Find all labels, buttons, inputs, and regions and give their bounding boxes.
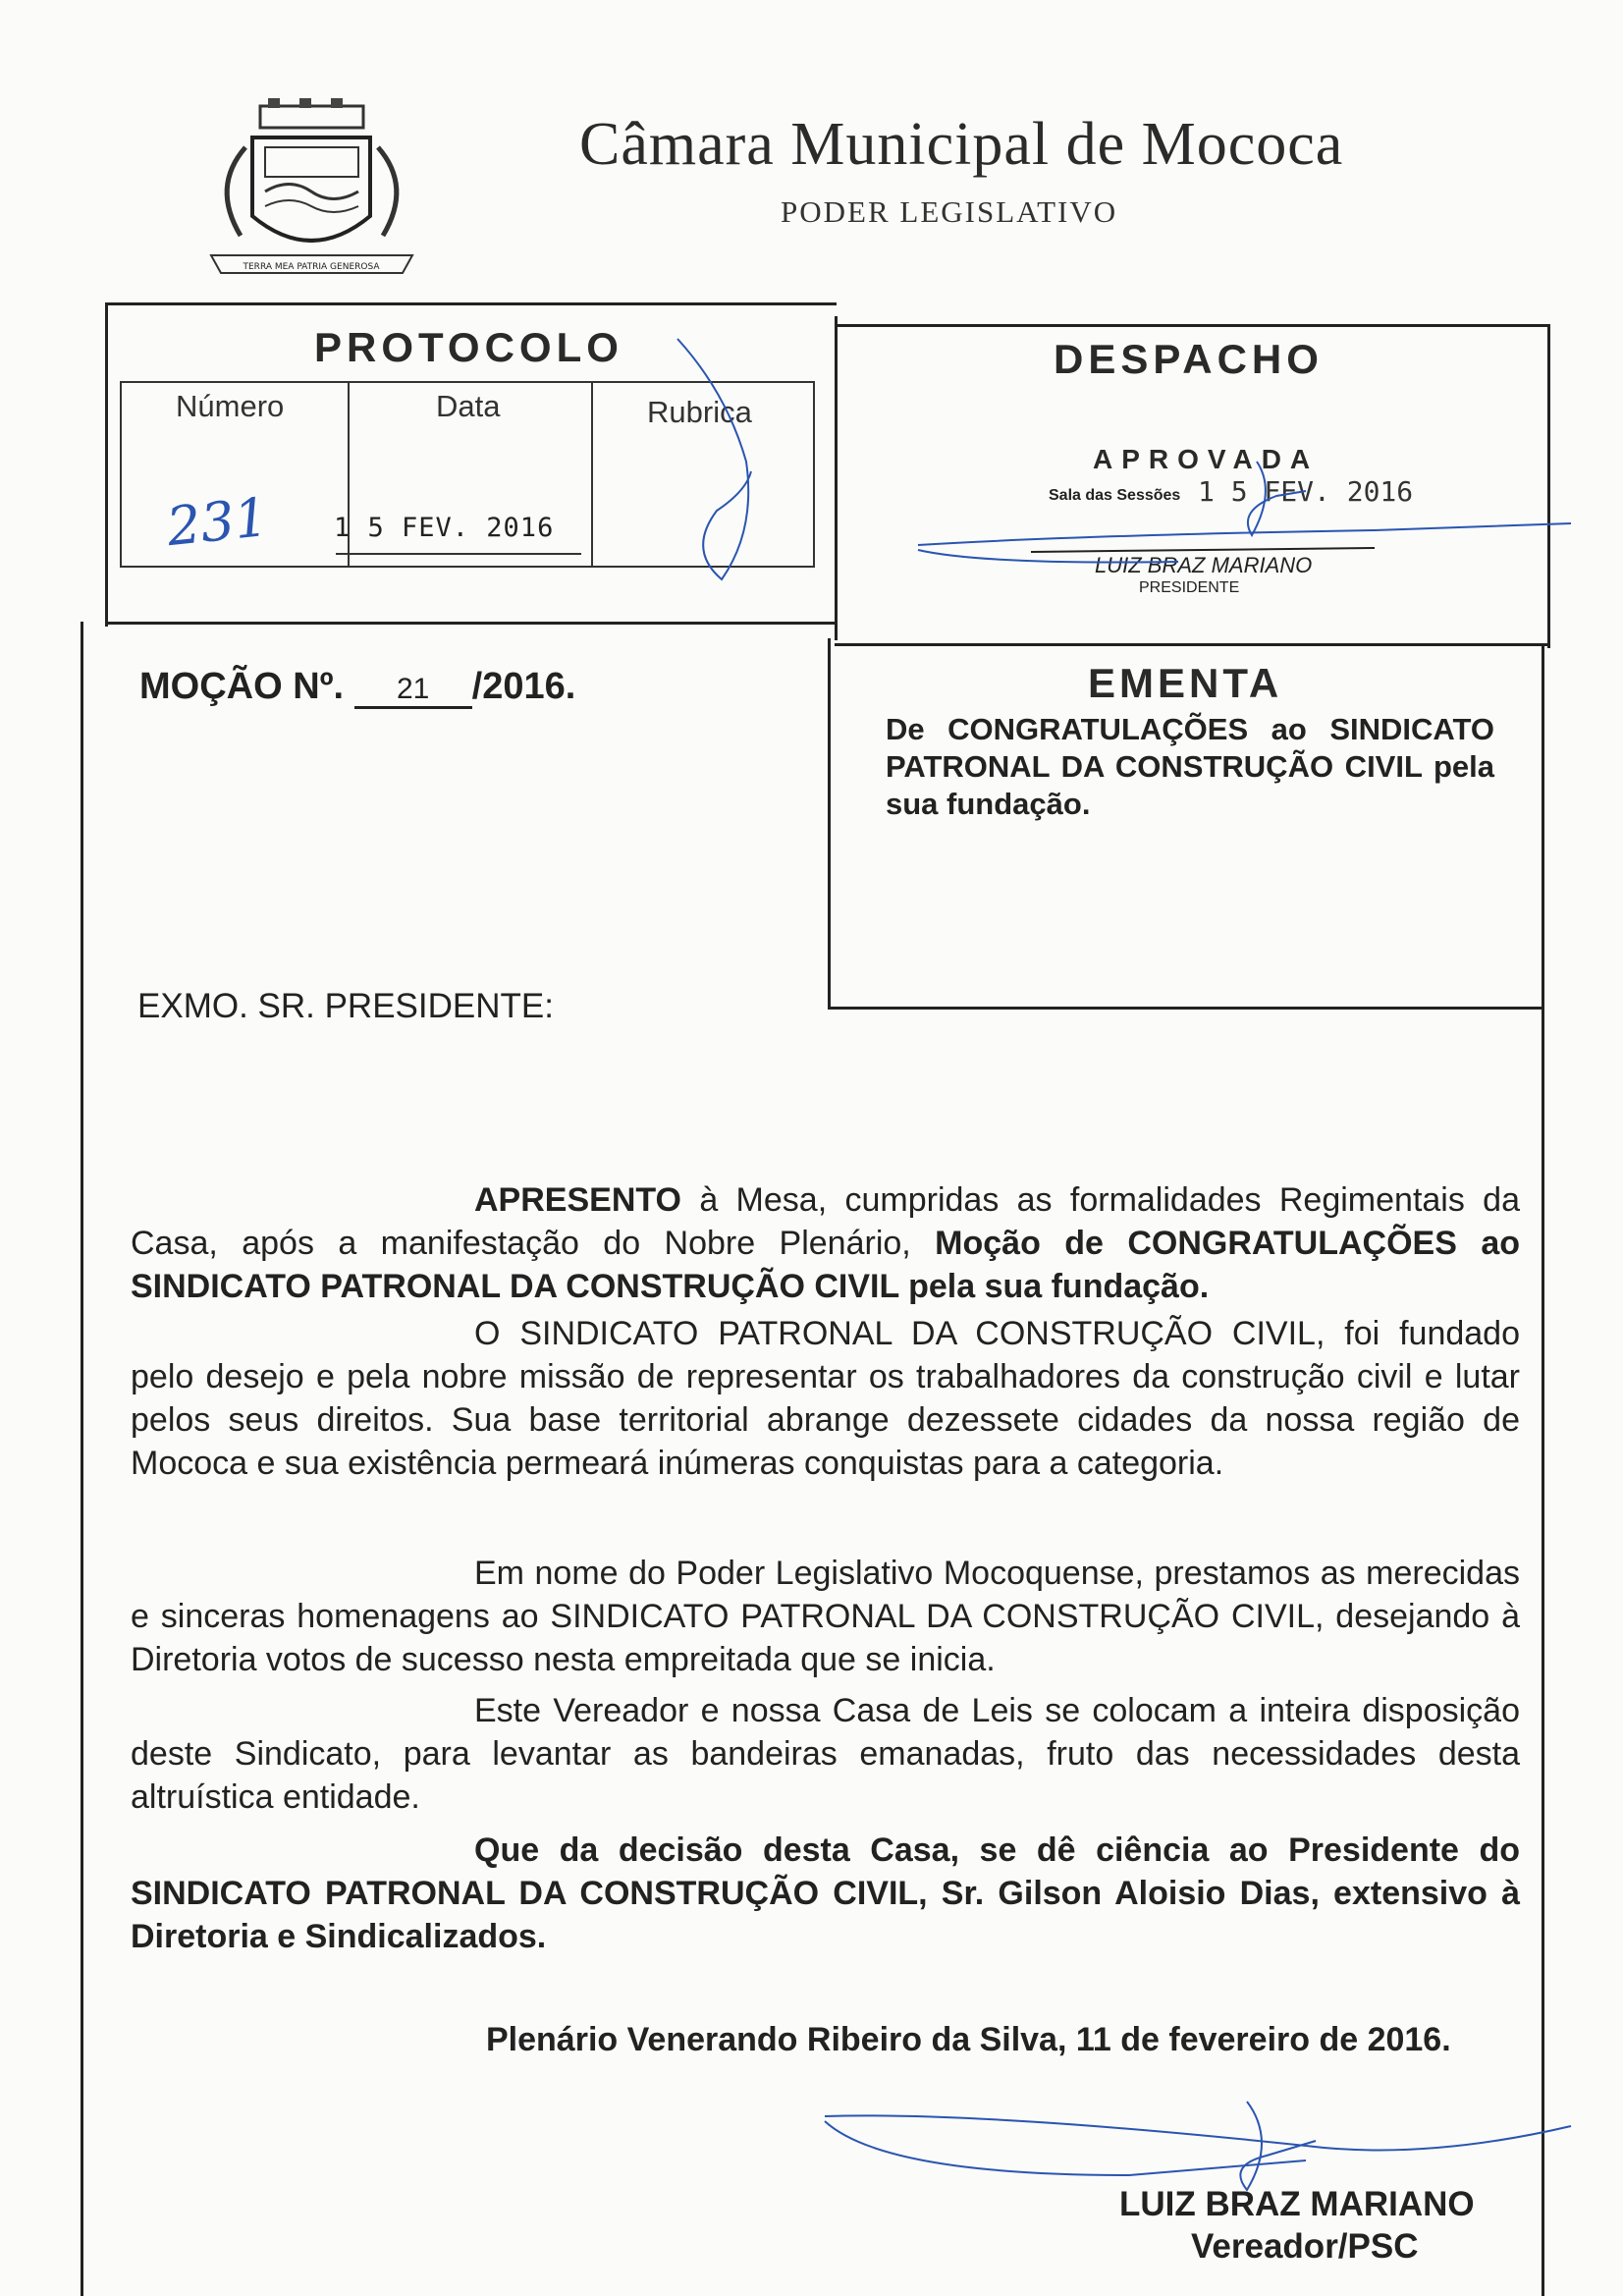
mocao-number: 21 (354, 673, 472, 709)
mocao-year: /2016. (471, 666, 576, 707)
paragraph-4-text: Este Vereador e nossa Casa de Leis se colocam a inteira disposição deste Sindicato, para levantar as bandeiras emanadas, fruto das necessidades desta altruística entidade. (131, 1692, 1520, 1816)
ementa-title: EMENTA (1088, 660, 1283, 706)
despacho-stamp-role: PRESIDENTE (1139, 579, 1240, 596)
mocao-label: MOÇÃO Nº. (139, 666, 345, 707)
protocolo-col-data: Data (436, 389, 501, 423)
salutation: EXMO. SR. PRESIDENTE: (137, 987, 554, 1025)
paragraph-3-text: Em nome do Poder Legislativo Mocoquense, prestamos as merecidas e sinceras homenagens ao SINDICATO PATRONAL DA CONSTRUÇÃO CIVIL, desejando à Diretoria votos de sucesso nesta empreitada que se inicia. (131, 1555, 1520, 1678)
despacho-stamp-sala: Sala das Sessões (1049, 487, 1181, 504)
paragraph-1-text: à Mesa, cumpridas as formalidades Regimentais da Casa, após a manifestação do Nobre Plenário, (131, 1181, 1520, 1262)
paragraph-1-bold: Moção de CONGRATULAÇÕES ao SINDICATO PATRONAL DA CONSTRUÇÃO CIVIL pela sua fundação. (131, 1225, 1520, 1305)
paragraph-2-text: O SINDICATO PATRONAL DA CONSTRUÇÃO CIVIL, foi fundado pelo desejo e pela nobre missão de representar os trabalhadores da construção civil e lutar pelos seus direitos. Sua base territorial abrange dezessete cidades da nossa região de Mococa e sua existência permeará inúmeras conquistas para a categoria. (131, 1315, 1520, 1482)
despacho-stamp-status: APROVADA (1093, 444, 1320, 474)
protocolo-title: PROTOCOLO (314, 324, 623, 370)
header-subtitle: PODER LEGISLATIVO (781, 194, 1118, 229)
despacho-stamp-name: LUIZ BRAZ MARIANO (1095, 553, 1313, 577)
crest-motto: TERRA MEA PATRIA GENEROSA (243, 262, 380, 272)
protocolo-data-value: 1 5 FEV. 2016 (334, 513, 555, 543)
despacho-stamp-date: 1 5 FEV. 2016 (1198, 475, 1414, 508)
signature-role: Vereador/PSC (1191, 2227, 1419, 2266)
protocolo-numero-value: 231 (163, 485, 272, 559)
protocolo-col-rubrica: Rubrica (647, 395, 752, 429)
header-title: Câmara Municipal de Mococa (579, 111, 1344, 178)
despacho-title: DESPACHO (1054, 336, 1324, 382)
protocolo-col-numero: Número (176, 389, 285, 423)
paragraph-5-text: Que da decisão desta Casa, se dê ciência ao Presidente do SINDICATO PATRONAL DA CONSTRUÇÃO CIVIL, Sr. Gilson Aloisio Dias, extensivo à Diretoria e Sindicalizados. (131, 1831, 1520, 1955)
paragraph-1-lead: APRESENTO (474, 1181, 681, 1219)
closing-line: Plenário Venerando Ribeiro da Silva, 11 de fevereiro de 2016. (486, 2021, 1451, 2058)
signature-name: LUIZ BRAZ MARIANO (1119, 2185, 1475, 2223)
ementa-text: De CONGRATULAÇÕES ao SINDICATO PATRONAL DA CONSTRUÇÃO CIVIL pela sua fundação. (886, 712, 1494, 821)
